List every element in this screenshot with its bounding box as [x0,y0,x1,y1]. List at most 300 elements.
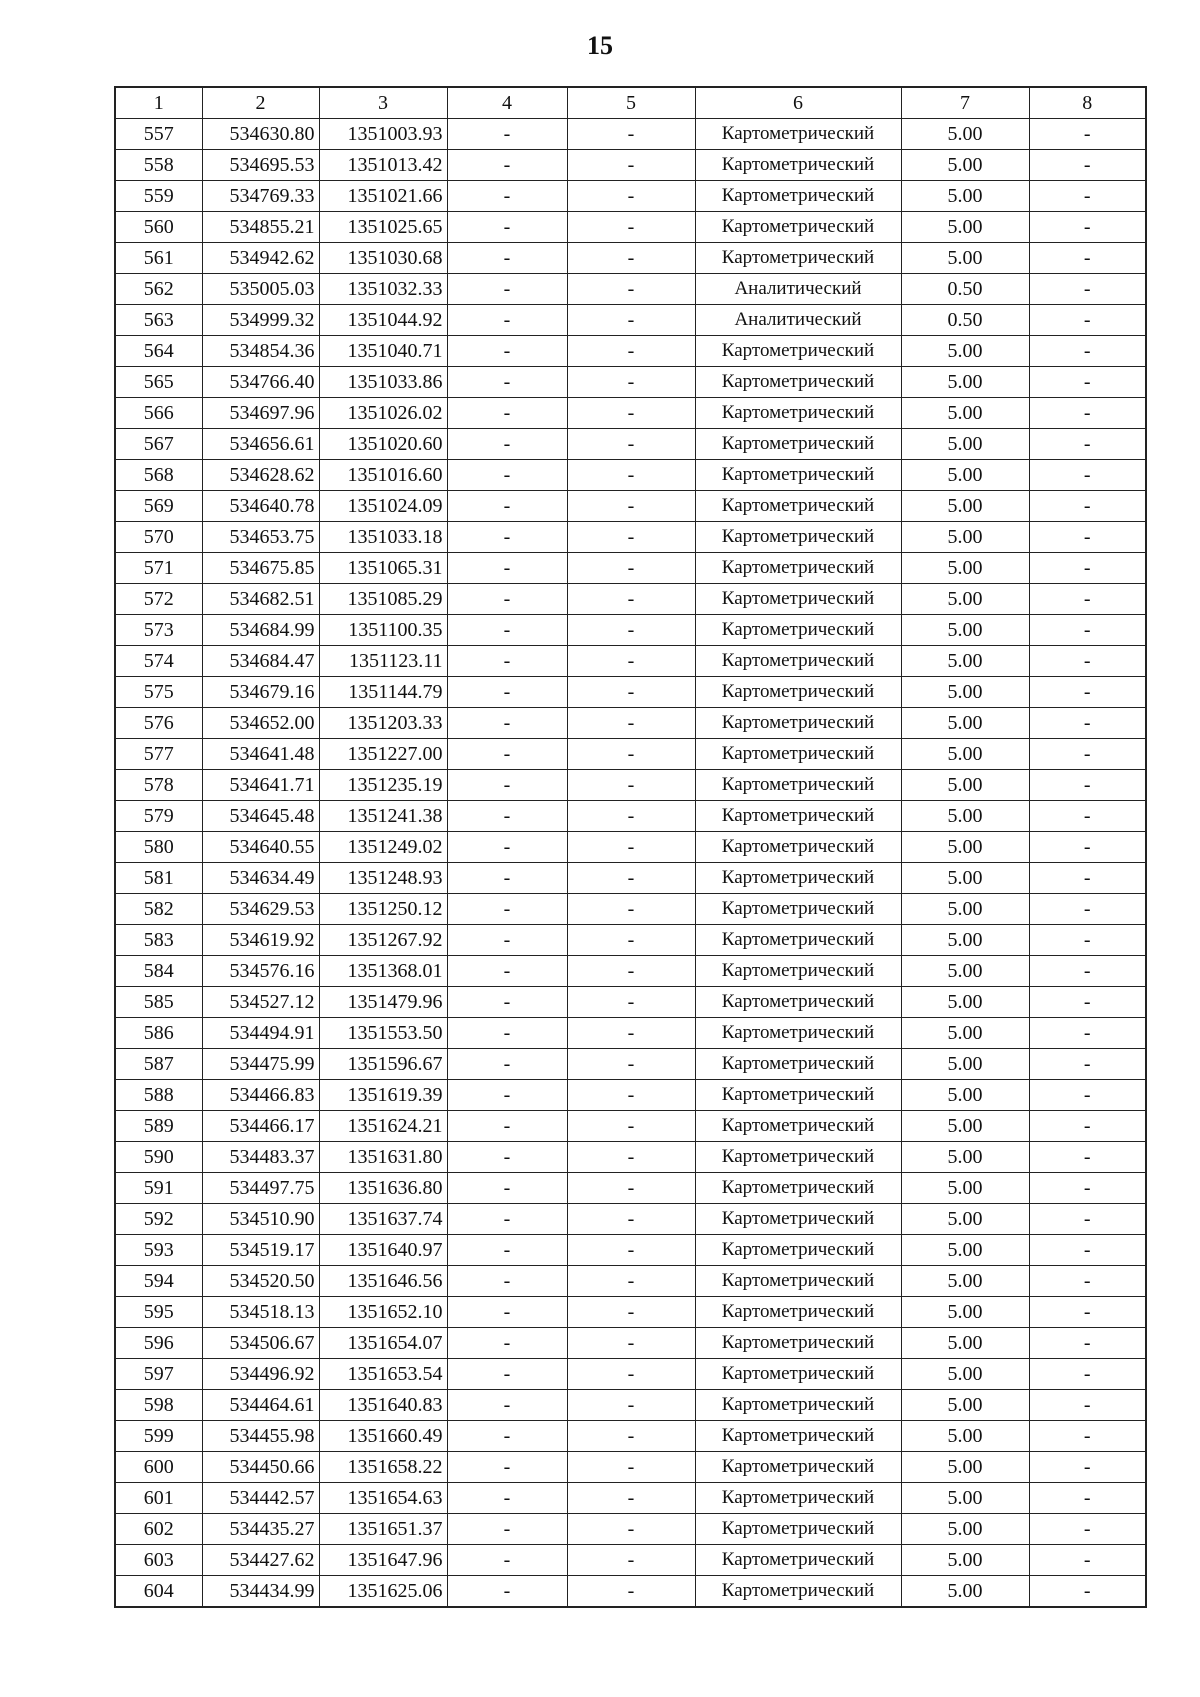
table-row [115,1359,1146,1390]
table-row [115,429,1146,460]
table-cell: 576 [115,708,202,739]
table-cell: 534483.37 [202,1142,319,1173]
table-cell: - [447,770,567,801]
table-cell: 5.00 [901,243,1029,274]
table-cell: - [567,1421,695,1452]
table-cell: 534619.92 [202,925,319,956]
table-cell: 1351651.37 [319,1514,447,1545]
table-cell: - [447,615,567,646]
table-cell: - [1029,925,1146,956]
table-cell: 558 [115,150,202,181]
table-cell: Картометрический [695,1421,901,1452]
table-cell: - [447,150,567,181]
table-cell: 1351030.68 [319,243,447,274]
table-cell: - [1029,119,1146,150]
table-cell: Аналитический [695,274,901,305]
table-cell: Картометрический [695,1173,901,1204]
table-cell: 1351368.01 [319,956,447,987]
table-cell: 534656.61 [202,429,319,460]
table-cell: 570 [115,522,202,553]
table-cell: 534475.99 [202,1049,319,1080]
table-cell: Картометрический [695,1204,901,1235]
table-cell: 1351653.54 [319,1359,447,1390]
table-cell: 5.00 [901,1111,1029,1142]
table-cell: 534518.13 [202,1297,319,1328]
table-cell: Картометрический [695,1018,901,1049]
table-cell: 534520.50 [202,1266,319,1297]
table-cell: Картометрический [695,1483,901,1514]
table-cell: - [567,1080,695,1111]
table-cell: 562 [115,274,202,305]
table-cell: - [447,1018,567,1049]
table-cell: - [447,894,567,925]
table-row [115,1514,1146,1545]
table-cell: 1351636.80 [319,1173,447,1204]
header-cell: 1 [115,87,202,119]
table-cell: - [447,1421,567,1452]
table-cell: - [567,522,695,553]
table-cell: 534519.17 [202,1235,319,1266]
table-cell: - [1029,1235,1146,1266]
table-cell: 565 [115,367,202,398]
header-cell: 4 [447,87,567,119]
table-cell: Картометрический [695,1142,901,1173]
table-cell: 534527.12 [202,987,319,1018]
table-cell: - [447,1483,567,1514]
table-cell: 534684.99 [202,615,319,646]
table-cell: - [447,925,567,956]
table-cell: - [567,1452,695,1483]
table-row [115,367,1146,398]
table-cell: 1351026.02 [319,398,447,429]
table-row [115,770,1146,801]
table-cell: 1351625.06 [319,1576,447,1608]
table-cell: 1351596.67 [319,1049,447,1080]
table-cell: 1351085.29 [319,584,447,615]
table-cell: Картометрический [695,646,901,677]
table-cell: Картометрический [695,1514,901,1545]
table-cell: 1351249.02 [319,832,447,863]
table-cell: 1351020.60 [319,429,447,460]
table-cell: - [567,1297,695,1328]
table-cell: 1351248.93 [319,863,447,894]
table-row [115,1328,1146,1359]
table-cell: 1351640.97 [319,1235,447,1266]
table-cell: 534999.32 [202,305,319,336]
table-cell: 5.00 [901,1359,1029,1390]
table-cell: 1351033.18 [319,522,447,553]
table-cell: - [567,801,695,832]
table-cell: Картометрический [695,1359,901,1390]
table-row [115,894,1146,925]
table-cell: - [567,243,695,274]
table-cell: - [1029,584,1146,615]
table-cell: 534653.75 [202,522,319,553]
table-cell: 1351250.12 [319,894,447,925]
table-cell: 534942.62 [202,243,319,274]
table-cell: Картометрический [695,770,901,801]
table-cell: - [447,863,567,894]
table-cell: - [567,1173,695,1204]
table-cell: 5.00 [901,367,1029,398]
table-cell: 1351065.31 [319,553,447,584]
table-cell: Картометрический [695,1545,901,1576]
table-cell: - [1029,1514,1146,1545]
table-cell: - [567,1049,695,1080]
table-cell: 588 [115,1080,202,1111]
table-cell: - [567,274,695,305]
table-cell: - [567,1204,695,1235]
table-cell: 597 [115,1359,202,1390]
table-cell: Картометрический [695,801,901,832]
table-cell: - [1029,1359,1146,1390]
table-cell: - [1029,181,1146,212]
table-cell: Картометрический [695,1452,901,1483]
table-cell: 534766.40 [202,367,319,398]
table-row [115,1266,1146,1297]
table-cell: 534697.96 [202,398,319,429]
table-row [115,615,1146,646]
table-cell: 604 [115,1576,202,1608]
table-cell: Картометрический [695,460,901,491]
table-cell: - [567,1390,695,1421]
table-cell: 5.00 [901,801,1029,832]
table-cell: Картометрический [695,1390,901,1421]
table-cell: - [447,1080,567,1111]
table-cell: Картометрический [695,1576,901,1608]
table-cell: - [1029,274,1146,305]
table-cell: 1351637.74 [319,1204,447,1235]
table-cell: Картометрический [695,367,901,398]
table-cell: - [1029,522,1146,553]
table-cell: 5.00 [901,1328,1029,1359]
table-row [115,1545,1146,1576]
table-row [115,925,1146,956]
table-cell: 578 [115,770,202,801]
table-cell: Картометрический [695,584,901,615]
table-cell: - [447,801,567,832]
table-cell: Картометрический [695,491,901,522]
table-cell: 534684.47 [202,646,319,677]
table-cell: - [567,1514,695,1545]
table-row [115,1142,1146,1173]
table-cell: 595 [115,1297,202,1328]
table-cell: - [447,336,567,367]
table-row [115,1173,1146,1204]
table-cell: 534629.53 [202,894,319,925]
table-cell: 566 [115,398,202,429]
table-cell: 1351203.33 [319,708,447,739]
table-cell: 5.00 [901,1204,1029,1235]
table-cell: Картометрический [695,522,901,553]
table-cell: Картометрический [695,1266,901,1297]
table-cell: - [1029,367,1146,398]
table-cell: 589 [115,1111,202,1142]
table-cell: - [1029,1204,1146,1235]
header-cell: 2 [202,87,319,119]
table-cell: - [567,739,695,770]
table-cell: 563 [115,305,202,336]
table-cell: 534506.67 [202,1328,319,1359]
table-row [115,1390,1146,1421]
table-cell: Картометрический [695,615,901,646]
table-cell: 557 [115,119,202,150]
table-cell: Картометрический [695,925,901,956]
table-cell: 5.00 [901,1452,1029,1483]
table-row [115,1111,1146,1142]
table-cell: 572 [115,584,202,615]
table-cell: - [567,1111,695,1142]
table-cell: 534641.71 [202,770,319,801]
table-row [115,1421,1146,1452]
table-cell: - [1029,1173,1146,1204]
table-cell: 559 [115,181,202,212]
table-cell: 596 [115,1328,202,1359]
table-cell: - [447,1390,567,1421]
table-cell: - [1029,1545,1146,1576]
table-row [115,305,1146,336]
table-cell: - [567,1328,695,1359]
table-cell: Картометрический [695,398,901,429]
table-cell: - [567,646,695,677]
table-cell: 5.00 [901,646,1029,677]
table-cell: 534466.17 [202,1111,319,1142]
table-cell: 5.00 [901,1514,1029,1545]
header-cell: 3 [319,87,447,119]
table-row [115,646,1146,677]
table-cell: - [1029,1328,1146,1359]
table-cell: - [447,1514,567,1545]
table-row [115,119,1146,150]
table-cell: - [447,1328,567,1359]
table-cell: 1351652.10 [319,1297,447,1328]
table-cell: - [1029,243,1146,274]
table-cell: - [567,398,695,429]
table-cell: - [1029,1142,1146,1173]
table-cell: 534675.85 [202,553,319,584]
table-row [115,677,1146,708]
table-cell: 1351021.66 [319,181,447,212]
table-cell: 5.00 [901,460,1029,491]
table-cell: 577 [115,739,202,770]
table-cell: - [447,739,567,770]
table-row [115,398,1146,429]
table-cell: - [447,1576,567,1608]
table-cell: 1351267.92 [319,925,447,956]
table-cell: 564 [115,336,202,367]
table-cell: - [1029,832,1146,863]
table-cell: 534455.98 [202,1421,319,1452]
table-cell: - [1029,1483,1146,1514]
table-cell: - [567,491,695,522]
table-cell: - [1029,739,1146,770]
table-row [115,1297,1146,1328]
table-cell: - [1029,1080,1146,1111]
table-header-row [115,87,1146,119]
table-cell: 5.00 [901,863,1029,894]
table-row [115,584,1146,615]
table-cell: Картометрический [695,708,901,739]
table-cell: 1351660.49 [319,1421,447,1452]
table-cell: 5.00 [901,925,1029,956]
table-cell: 534427.62 [202,1545,319,1576]
table-cell: 5.00 [901,398,1029,429]
table-cell: 5.00 [901,1173,1029,1204]
table-cell: 534695.53 [202,150,319,181]
table-cell: - [1029,1452,1146,1483]
table-cell: 5.00 [901,739,1029,770]
table-row [115,1483,1146,1514]
table-cell: 1351024.09 [319,491,447,522]
table-row [115,1204,1146,1235]
table-cell: Картометрический [695,181,901,212]
table-row [115,739,1146,770]
table-cell: 534682.51 [202,584,319,615]
table-cell: 5.00 [901,1421,1029,1452]
table-cell: 1351658.22 [319,1452,447,1483]
table-cell: - [447,1142,567,1173]
table-cell: - [447,1173,567,1204]
table-row [115,863,1146,894]
table-cell: 534641.48 [202,739,319,770]
table-cell: - [1029,305,1146,336]
table-cell: Картометрический [695,1111,901,1142]
table-cell: 1351227.00 [319,739,447,770]
table-cell: - [567,1359,695,1390]
table-cell: 534645.48 [202,801,319,832]
table-cell: - [447,181,567,212]
table-cell: - [447,491,567,522]
table-cell: - [567,1018,695,1049]
table-row [115,150,1146,181]
table-cell: 591 [115,1173,202,1204]
table-cell: Картометрический [695,987,901,1018]
table-cell: - [1029,863,1146,894]
table-row [115,274,1146,305]
table-cell: Картометрический [695,894,901,925]
table-cell: - [1029,1390,1146,1421]
table-cell: 579 [115,801,202,832]
table-cell: 1351123.11 [319,646,447,677]
table-cell: - [1029,336,1146,367]
table-cell: - [567,987,695,1018]
table-cell: - [1029,429,1146,460]
table-cell: - [1029,1297,1146,1328]
table-cell: - [567,150,695,181]
table-cell: - [567,212,695,243]
header-cell: 5 [567,87,695,119]
table-row [115,491,1146,522]
table-cell: 594 [115,1266,202,1297]
table-cell: 534464.61 [202,1390,319,1421]
table-cell: 1351016.60 [319,460,447,491]
table-row [115,243,1146,274]
table-cell: - [567,708,695,739]
table-cell: 1351553.50 [319,1018,447,1049]
table-row [115,522,1146,553]
table-row [115,956,1146,987]
table-cell: 1351647.96 [319,1545,447,1576]
table-cell: Картометрический [695,150,901,181]
table-cell: 5.00 [901,1049,1029,1080]
table-cell: - [1029,1576,1146,1608]
table-cell: 534634.49 [202,863,319,894]
table-cell: Аналитический [695,305,901,336]
table-cell: Картометрический [695,243,901,274]
table-cell: 534496.92 [202,1359,319,1390]
table-cell: 586 [115,1018,202,1049]
table-cell: 590 [115,1142,202,1173]
table-cell: 583 [115,925,202,956]
table-cell: 5.00 [901,1576,1029,1608]
table-cell: - [567,1142,695,1173]
coordinates-table [114,86,1147,1608]
table-cell: - [1029,1049,1146,1080]
table-cell: - [567,677,695,708]
table-cell: 5.00 [901,522,1029,553]
table-cell: - [1029,398,1146,429]
table-cell: - [1029,212,1146,243]
table-cell: Картометрический [695,1328,901,1359]
table-cell: - [447,1452,567,1483]
table-cell: - [447,243,567,274]
table-cell: 5.00 [901,181,1029,212]
table-cell: - [447,305,567,336]
table-cell: 568 [115,460,202,491]
table-row [115,212,1146,243]
table-cell: - [567,956,695,987]
table-cell: 587 [115,1049,202,1080]
table-cell: - [567,181,695,212]
table-cell: - [1029,460,1146,491]
table-cell: 593 [115,1235,202,1266]
table-cell: - [447,274,567,305]
table-cell: 1351640.83 [319,1390,447,1421]
table-cell: 5.00 [901,987,1029,1018]
table-cell: 534854.36 [202,336,319,367]
table-cell: 584 [115,956,202,987]
table-cell: - [447,584,567,615]
table-cell: 5.00 [901,119,1029,150]
table-cell: 534497.75 [202,1173,319,1204]
table-cell: - [447,956,567,987]
table-cell: 602 [115,1514,202,1545]
table-cell: 1351100.35 [319,615,447,646]
table-cell: 5.00 [901,832,1029,863]
table-cell: - [567,1235,695,1266]
table-cell: 534630.80 [202,119,319,150]
table-cell: 5.00 [901,150,1029,181]
table-cell: 598 [115,1390,202,1421]
table-cell: 571 [115,553,202,584]
table-cell: 1351241.38 [319,801,447,832]
table-row [115,708,1146,739]
table-cell: - [567,553,695,584]
table-row [115,801,1146,832]
table-cell: - [567,336,695,367]
table-cell: 534855.21 [202,212,319,243]
table-cell: Картометрический [695,1049,901,1080]
table-cell: 5.00 [901,1266,1029,1297]
table-cell: - [447,708,567,739]
table-cell: 534640.78 [202,491,319,522]
table-cell: - [567,894,695,925]
table-cell: - [1029,770,1146,801]
table-cell: 534628.62 [202,460,319,491]
table-cell: 5.00 [901,677,1029,708]
table-cell: - [567,615,695,646]
table-cell: - [1029,1111,1146,1142]
